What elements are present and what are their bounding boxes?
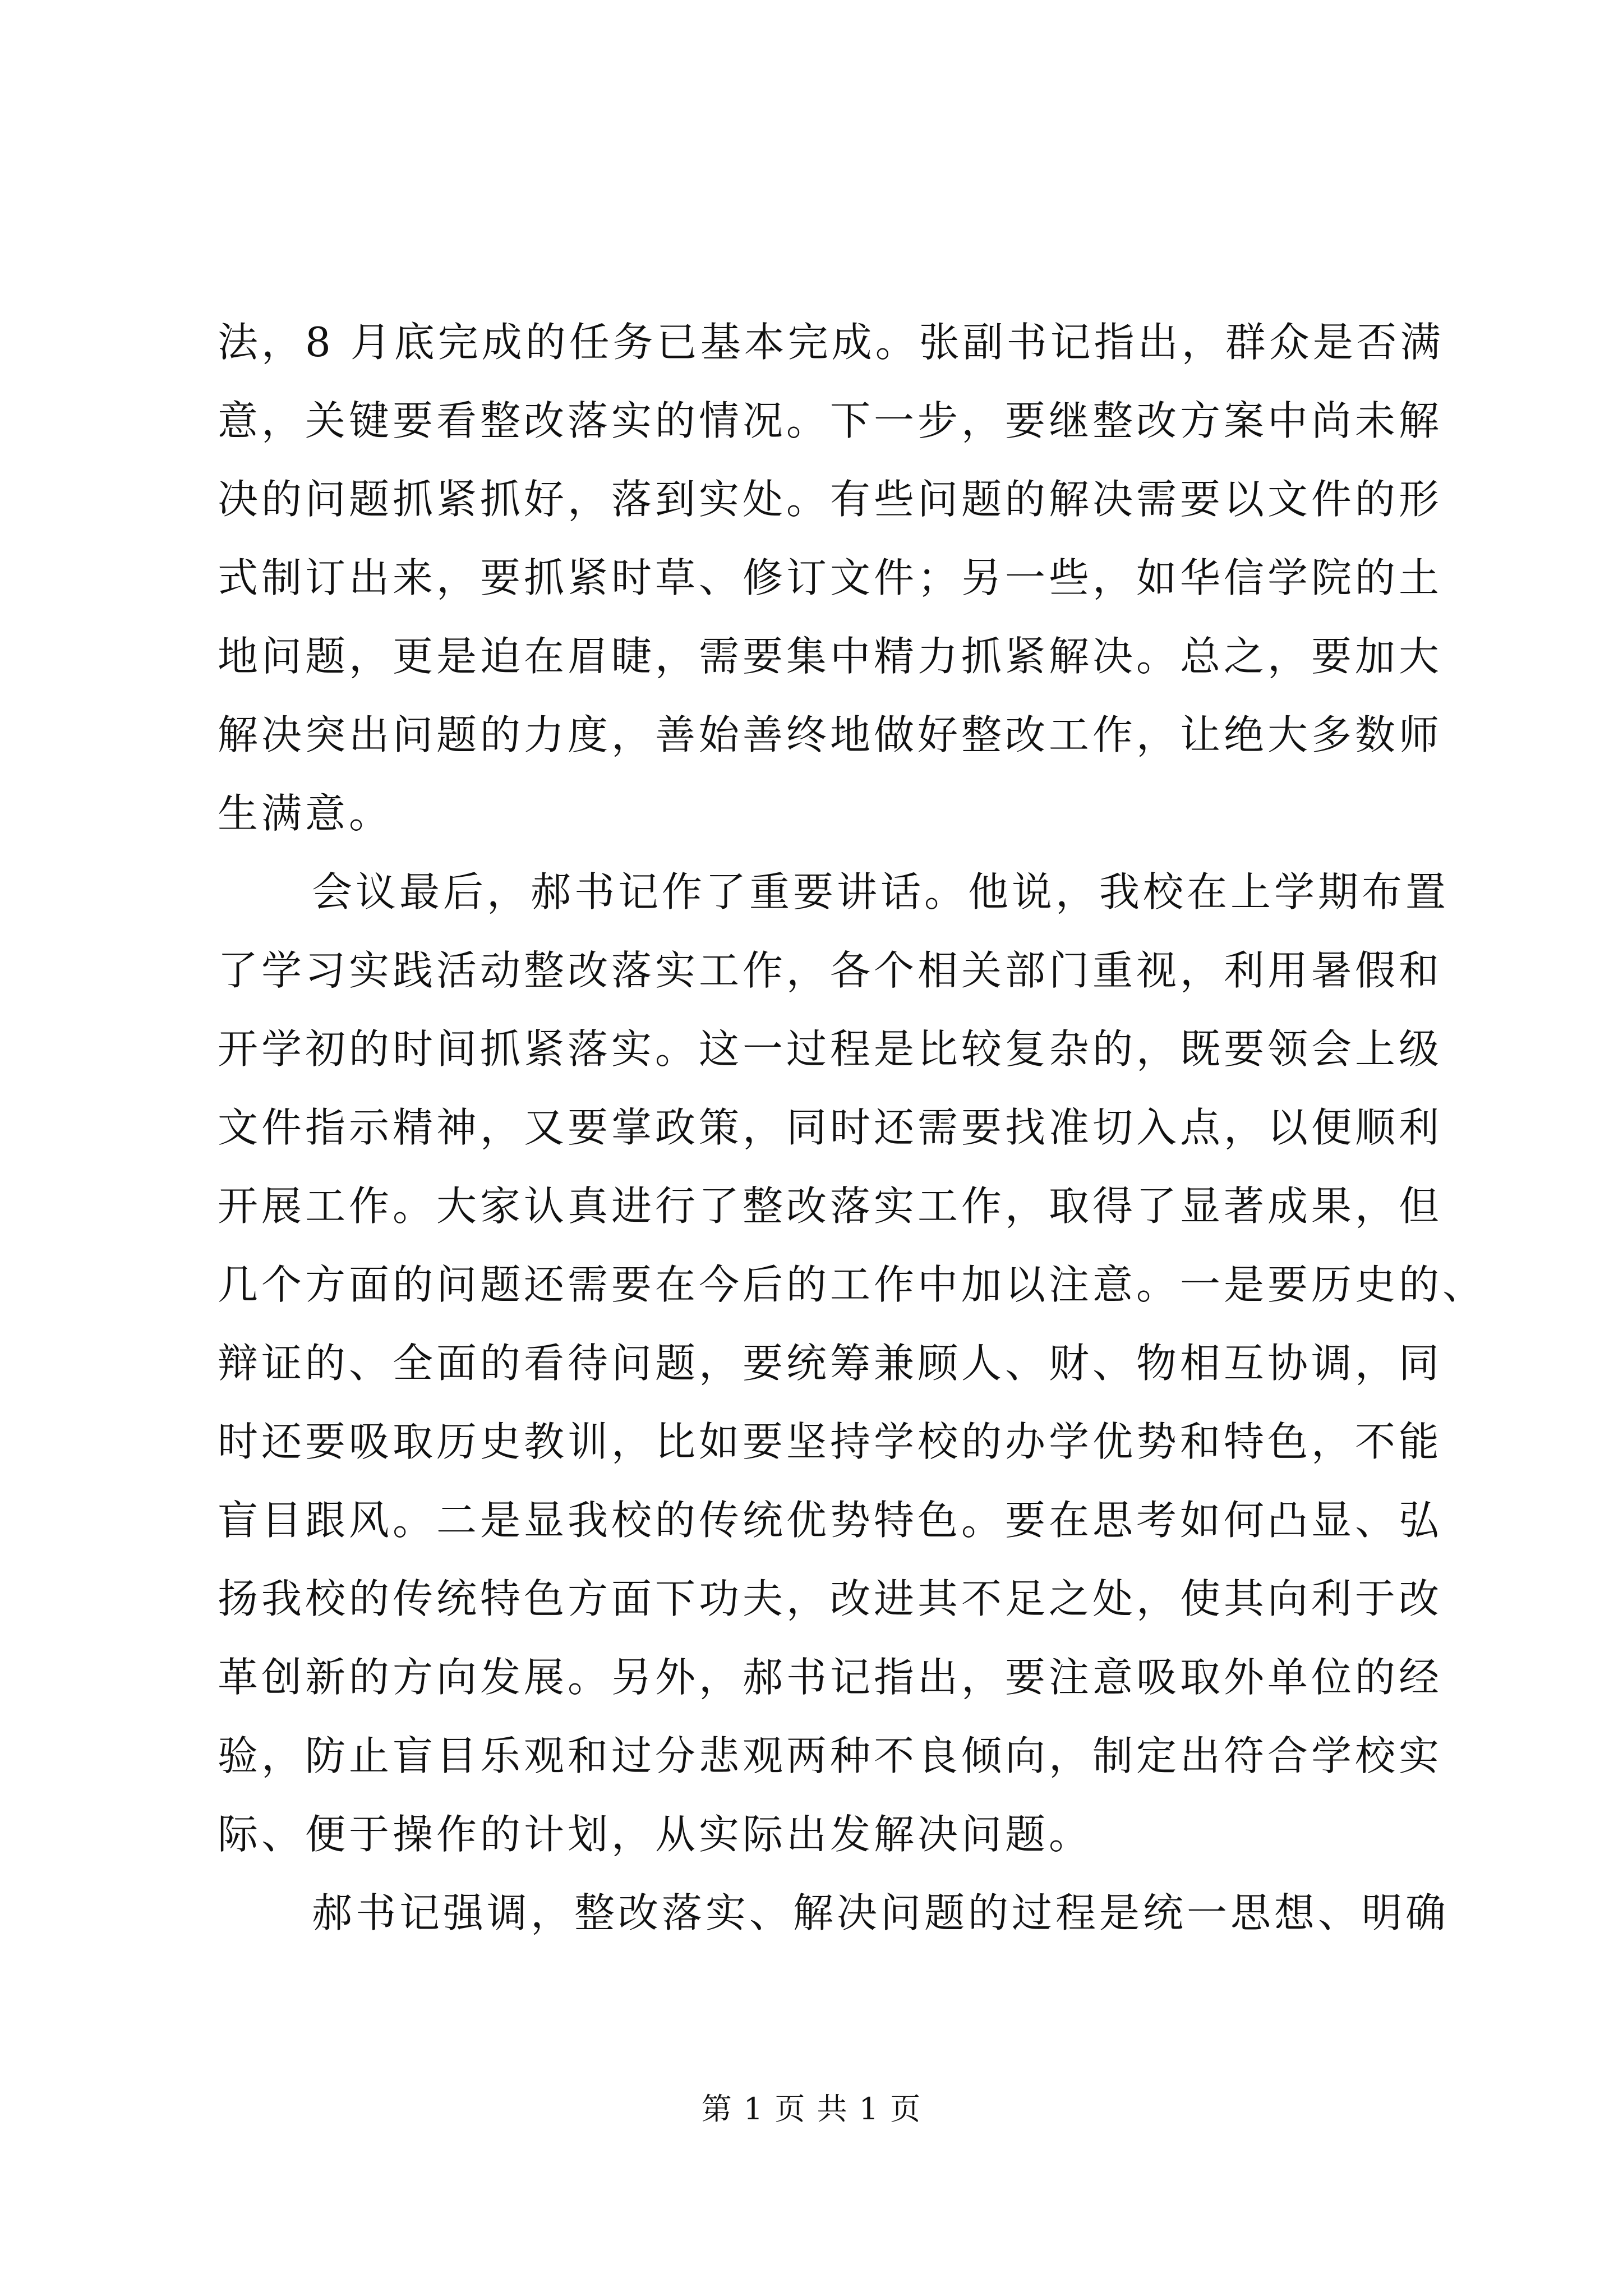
paragraph-1-line-2: 意，关键要看整改落实的情况。下一步，要继整改方案中尚未解 (218, 397, 1443, 444)
paragraph-2-line-8: 时还要吸取历史教训，比如要坚持学校的办学优势和特色，不能 (218, 1418, 1443, 1465)
paragraph-2-line-11: 革创新的方向发展。另外，郝书记指出，要注意吸取外单位的经 (218, 1654, 1443, 1701)
paragraph-1-line-3: 决的问题抓紧抓好，落到实处。有些问题的解决需要以文件的形 (218, 476, 1443, 523)
document-body (218, 303, 1487, 1952)
paragraph-2-line-3: 开学初的时间抓紧落实。这一过程是比较复杂的，既要领会上级 (218, 1025, 1443, 1073)
paragraph-3-line-1: 郝书记强调，整改落实、解决问题的过程是统一思想、明确 (312, 1889, 1450, 1936)
paragraph-2-line-2: 了学习实践活动整改落实工作，各个相关部门重视，利用暑假和 (218, 947, 1443, 994)
paragraph-1-line-7: 生满意。 (218, 790, 393, 837)
paragraph-2-line-6: 几个方面的问题还需要在今后的工作中加以注意。一是要历史的、 (218, 1261, 1487, 1308)
paragraph-1-line-6: 解决突出问题的力度，善始善终地做好整改工作，让绝大多数师 (218, 711, 1443, 758)
paragraph-2-line-9: 盲目跟风。二是显我校的传统优势特色。要在思考如何凸显、弘 (218, 1497, 1443, 1544)
paragraph-2-line-10: 扬我校的传统特色方面下功夫，改进其不足之处，使其向利于改 (218, 1575, 1443, 1622)
page-number-footer: 第 1 页 共 1 页 (701, 2091, 922, 2127)
paragraph-2-line-4: 文件指示精神，又要掌政策，同时还需要找准切入点，以便顺利 (218, 1104, 1443, 1151)
paragraph-1-line-1: 法，8 月底完成的任务已基本完成。张副书记指出，群众是否满 (218, 319, 1444, 366)
paragraph-1-line-4: 式制订出来，要抓紧时草、修订文件；另一些，如华信学院的土 (218, 554, 1443, 601)
paragraph-2-line-13: 际、便于操作的计划，从实际出发解决问题。 (218, 1811, 1093, 1858)
paragraph-2-line-7: 辩证的、全面的看待问题，要统筹兼顾人、财、物相互协调，同 (218, 1340, 1443, 1387)
paragraph-2-line-12: 验，防止盲目乐观和过分悲观两种不良倾向，制定出符合学校实 (218, 1732, 1443, 1779)
paragraph-2-line-1: 会议最后，郝书记作了重要讲话。他说，我校在上学期布置 (312, 868, 1450, 915)
paragraph-2-line-5: 开展工作。大家认真进行了整改落实工作，取得了显著成果，但 (218, 1182, 1443, 1230)
paragraph-1-line-5: 地问题，更是迫在眉睫，需要集中精力抓紧解决。总之，要加大 (218, 633, 1443, 680)
